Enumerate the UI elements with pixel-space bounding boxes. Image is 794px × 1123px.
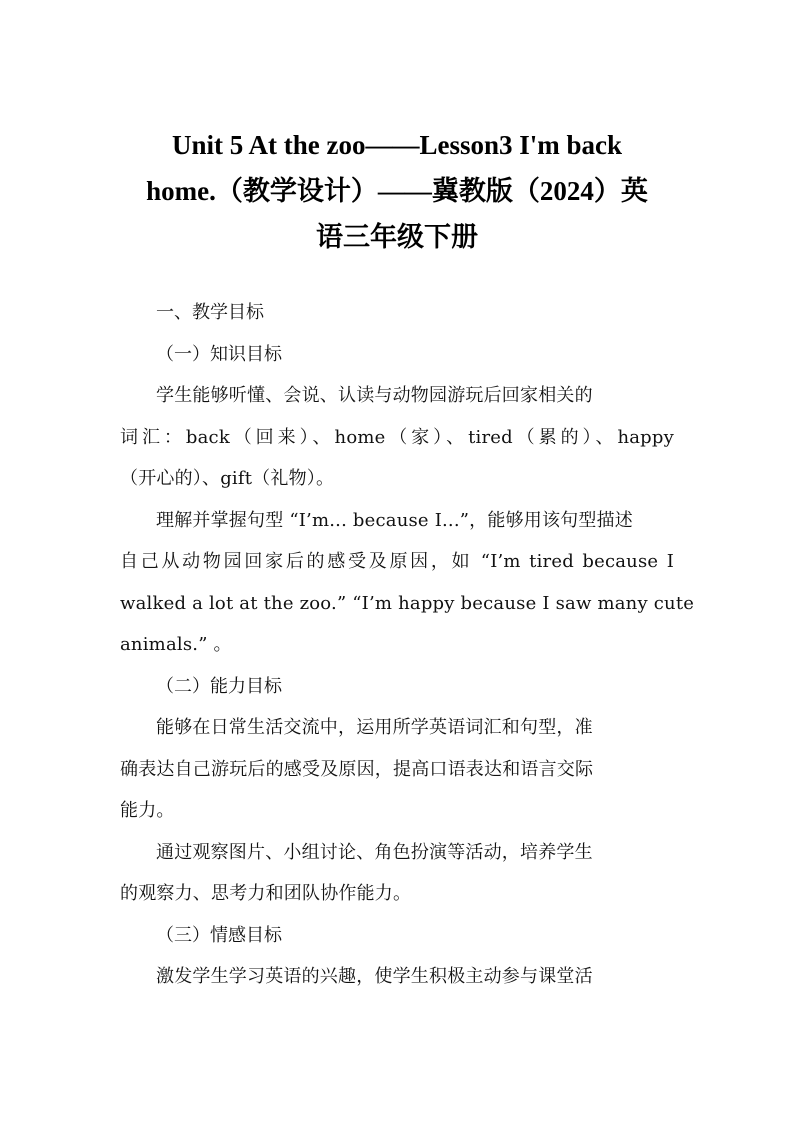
title-line-3: 语三年级下册: [316, 222, 478, 252]
document-title: [120, 122, 674, 260]
paragraph-ability-expression: [120, 707, 674, 832]
paragraph-knowledge-sentence: [120, 500, 695, 666]
text-line: 能够在日常生活交流中，运用所学英语词汇和句型，准: [156, 717, 593, 738]
document-body: [120, 292, 695, 998]
text-line: walked a lot at the zoo.” “I’m happy because I saw many cute: [120, 592, 695, 614]
paragraph-knowledge-vocabulary: [120, 375, 674, 500]
title-line-2: home.（教学设计）——冀教版（2024）英: [146, 176, 648, 206]
heading-knowledge-goals: （一）知识目标: [156, 343, 282, 365]
heading-emotion-goals: （三）情感目标: [156, 924, 282, 946]
paragraph-ability-activities: [120, 832, 674, 915]
text-line: （开心的）、gift（礼物）。: [120, 468, 335, 489]
text-line: 的观察力、思考力和团队协作能力。: [120, 883, 412, 904]
text-line: 通过观察图片、小组讨论、角色扮演等活动，培养学生: [156, 841, 593, 863]
text-line: 激发学生学习英语的兴趣，使学生积极主动参与课堂活: [156, 966, 593, 987]
heading-ability-goals: （二）能力目标: [156, 675, 282, 697]
heading-teaching-goals: 一、教学目标: [156, 302, 264, 323]
text-line: 自己从动物园回家后的感受及原因，如 “I’m tired because I: [120, 551, 674, 572]
text-line: 词汇：back（回来）、home（家）、tired（累的）、happy: [120, 426, 674, 448]
paragraph-emotion-interest: [120, 956, 674, 998]
title-line-1: Unit 5 At the zoo——Lesson3 I'm back: [171, 130, 623, 160]
text-line: 确表达自己游玩后的感受及原因，提高口语表达和语言交际: [120, 758, 594, 780]
document-content: [120, 122, 695, 998]
text-line: 能力。: [120, 800, 175, 821]
text-line: 学生能够听懂、会说、认读与动物园游玩后回家相关的: [156, 385, 593, 406]
text-line: animals.” 。: [120, 634, 232, 655]
text-line: 理解并掌握句型 “I’m... because I...”，能够用该句型描述: [156, 509, 633, 531]
